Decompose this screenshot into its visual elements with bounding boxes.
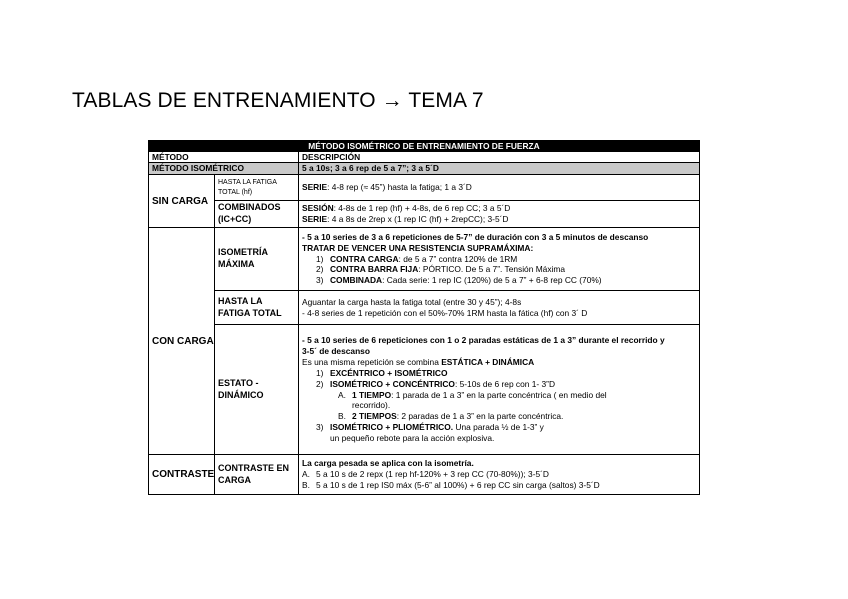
category-sin-carga: SIN CARGA (149, 175, 215, 228)
column-header-descripcion: DESCRIPCIÓN (299, 152, 700, 163)
category-contraste: CONTRASTE (149, 455, 215, 495)
desc-estato-dinamico: - 5 a 10 series de 6 repeticiones con 1 o 2 paradas estáticas de 1 a 3” durante el recorrido y 3-5´ de descanso Es una misma repetición se combina ESTÁTICA + DINÁMICA 1) EXCÉNTRICO + ISOMÉTRICO 2) ISOMÉTRICO + CONCÉNTRICO: 5-10s de 6 rep con 1- 3”D A. 1 TIEMPO: 1 parada de 1 a 3” en la parte concéntrica ( en medio del recorrido). B. 2 TIEMPOS: 2 paradas de 1 a 3” en la parte concéntrica. 3) ISOMÉTRICO + PLIOMÉTRICO. Una parada ½ de 1-3” y un pequeño rebote para la acción explosiva. (299, 325, 700, 455)
desc-hasta-fatiga-total-carga: Aguantar la carga hasta la fatiga total (entre 30 y 45”); 4-8s - 4-8 series de 1 repetición con el 50%-70% 1RM hasta la fática (hf) con 3´ D (299, 291, 700, 325)
desc-isometria-maxima: - 5 a 10 series de 3 a 6 repeticiones de 5-7” de duración con 3 a 5 minutos de descanso TRATAR DE VENCER UNA RESISTENCIA SUPRAMÁXIMA: 1) CONTRA CARGA: de 5 a 7” contra 120% de 1RM 2) CONTRA BARRA FIJA: PÓRTICO. De 5 a 7”. Tensión Máxima 3) COMBINADA: Cada serie: 1 rep IC (120%) de 5 a 7” + 6-8 rep CC (70%) (299, 228, 700, 291)
sub-contraste-en-carga: CONTRASTE EN CARGA (215, 455, 299, 495)
table-header: MÉTODO ISOMÉTRICO DE ENTRENAMIENTO DE FUERZA (149, 141, 700, 152)
training-table (148, 140, 700, 495)
sub-isometria-maxima: ISOMETRÍA MÁXIMA (215, 228, 299, 291)
desc-contraste: La carga pesada se aplica con la isometría. A. 5 a 10 s de 2 repx (1 rep hf-120% + 3 rep CC (70-80%)); 3-5´D B. 5 a 10 s de 1 rep IS0 máx (5-6” al 100%) + 6 rep CC sin carga (saltos) 3-5´D (299, 455, 700, 495)
category-con-carga: CON CARGA (149, 228, 215, 455)
sub-combinados: COMBINADOS (IC+CC) (215, 201, 299, 228)
row-metodo-isometrico-label: MÉTODO ISOMÉTRICO (149, 163, 299, 175)
column-header-metodo: MÉTODO (149, 152, 299, 163)
page-title: TABLAS DE ENTRENAMIENTO → TEMA 7 (72, 89, 484, 112)
desc-combinados: SESIÓN: 4-8s de 1 rep (hf) + 4-8s, de 6 rep CC; 3 a 5´D SERIE: 4 a 8s de 2rep x (1 rep IC (hf) + 2repCC); 3-5´D (299, 201, 700, 228)
row-metodo-isometrico-desc: 5 a 10s; 3 a 6 rep de 5 a 7”; 3 a 5´D (299, 163, 700, 175)
sub-hasta-fatiga-total-carga: HASTA LA FATIGA TOTAL (215, 291, 299, 325)
sub-estato-dinamico: ESTATO - DINÁMICO (215, 325, 299, 455)
desc-hasta-fatiga-total: SERIE: 4-8 rep (≈ 45”) hasta la fatiga; 1 a 3´D (299, 175, 700, 201)
sub-hasta-fatiga-total: HASTA LA FATIGA TOTAL (hf) (215, 175, 299, 201)
